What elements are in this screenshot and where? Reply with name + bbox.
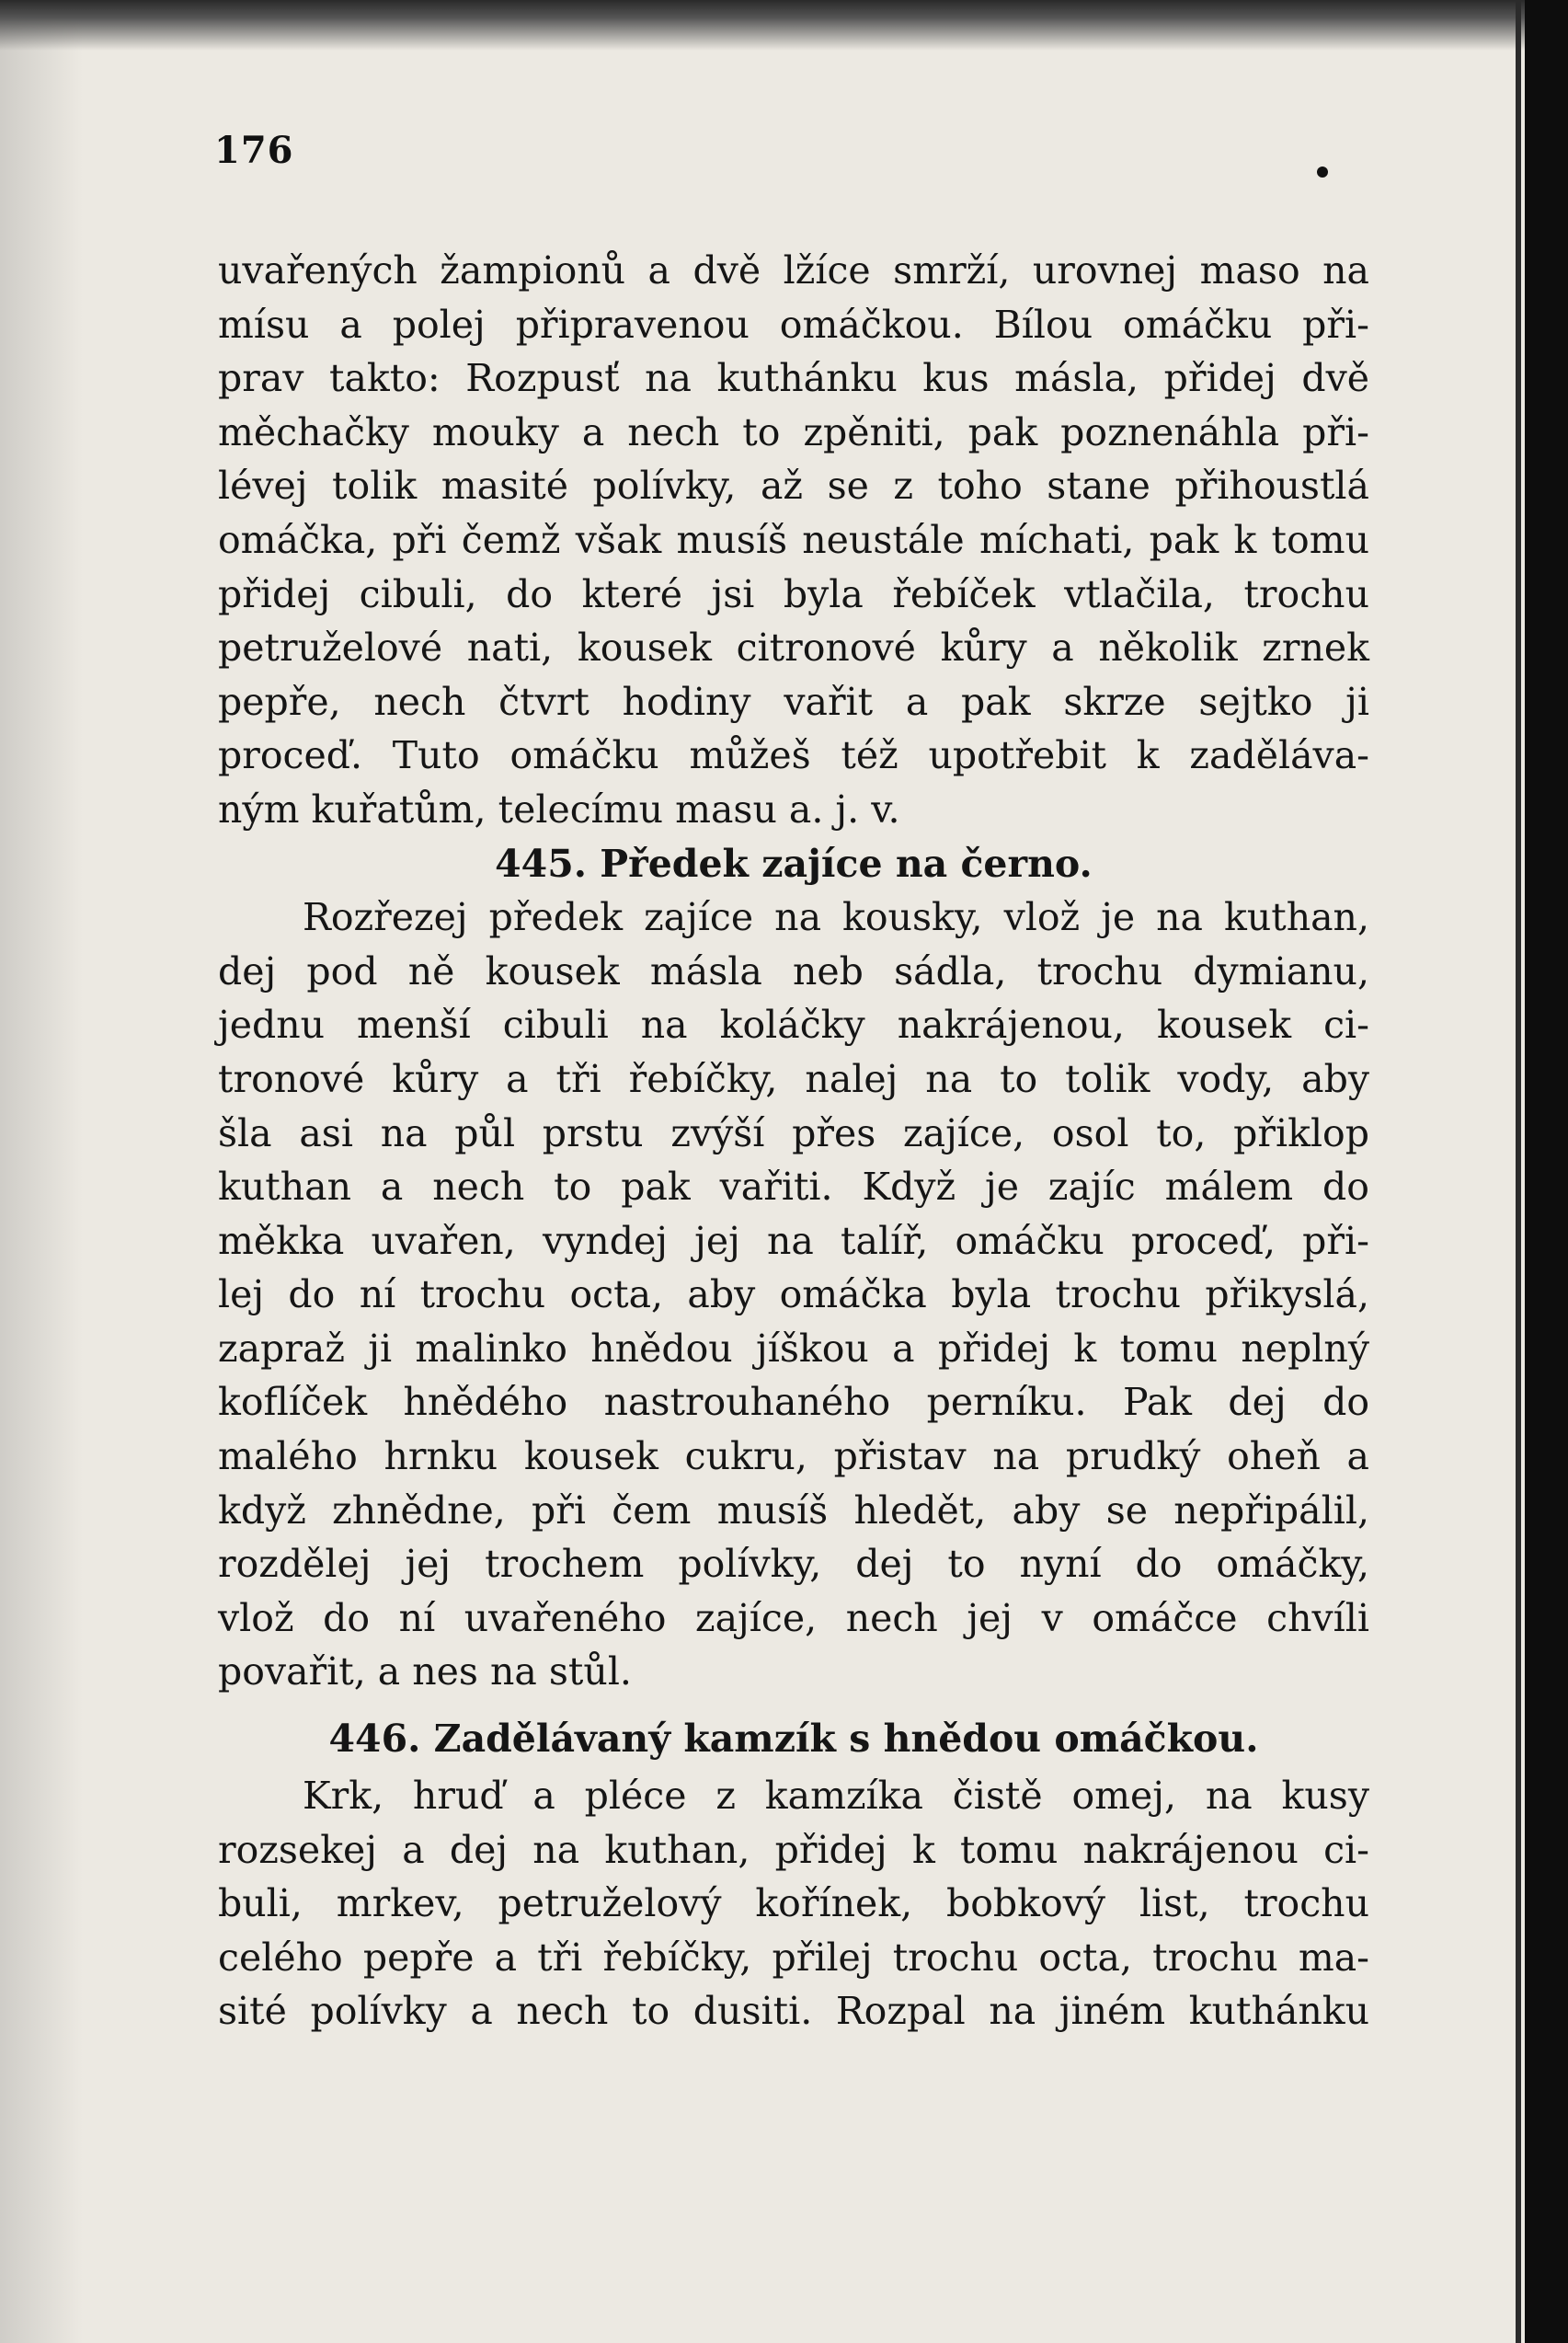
text-line: kuthan a nech to pak vařiti. Když je zajíc málem do: [218, 1165, 1369, 1210]
text-line: tronové kůry a tři řebíčky, nalej na to tolik vody, aby: [218, 1056, 1369, 1101]
text-line: koflíček hnědého nastrouhaného perníku. Pak dej do: [218, 1380, 1369, 1425]
text-line: lej do ní trochu octa, aby omáčka byla trochu přikyslá,: [218, 1272, 1369, 1317]
scan-top-shadow: [0, 0, 1568, 51]
text-line: zapraž ji malinko hnědou jíškou a přidej k tomu neplný: [218, 1326, 1369, 1371]
text-line: buli, mrkev, petruželový kořínek, bobkový list, trochu: [218, 1881, 1369, 1926]
text-line: měchačky mouky a nech to zpěniti, pak poznenáhla při-: [218, 409, 1369, 454]
page-number: 176: [214, 129, 294, 172]
scan-right-border: [1525, 0, 1568, 2343]
text-line: uvařených žampionů a dvě lžíce smrží, urovnej maso na: [218, 248, 1369, 293]
text-line: rozdělej jej trochem polívky, dej to nyní do omáčky,: [218, 1542, 1369, 1587]
text-line: vlož do ní uvařeného zajíce, nech jej v omáčce chvíli: [218, 1595, 1369, 1640]
scan-left-shading: [0, 0, 83, 2343]
text-line: petruželové nati, kousek citronové kůry a několik zrnek: [218, 626, 1369, 671]
page-body: [218, 244, 1369, 2039]
text-line: jednu menší cibuli na koláčky nakrájenou, kousek ci-: [218, 1003, 1369, 1048]
text-line: Rozřezej předek zajíce na kousky, vlož je na kuthan,: [303, 895, 1369, 940]
ink-speck: [1317, 167, 1328, 178]
text-line: Krk, hruď a pléce z kamzíka čistě omej, na kusy: [303, 1774, 1369, 1819]
scan-right-edge: [1516, 0, 1521, 2343]
text-line: prav takto: Rozpusť na kuthánku kus másla, přidej dvě: [218, 356, 1369, 401]
text-line: šla asi na půl prstu zvýší přes zajíce, osol to, přiklop: [218, 1110, 1369, 1155]
text-line: povařit, a nes na stůl.: [218, 1649, 632, 1694]
text-line: celého pepře a tři řebíčky, přilej trochu octa, trochu ma-: [218, 1935, 1369, 1980]
text-line: dej pod ně kousek másla neb sádla, trochu dymianu,: [218, 948, 1369, 993]
recipe-heading-446: 446. Zadělávaný kamzík s hnědou omáčkou.: [328, 1717, 1259, 1762]
text-line: sité polívky a nech to dusiti. Rozpal na jiném kuthánku: [218, 1989, 1369, 2034]
text-line: proceď. Tuto omáčku můžeš též upotřebit k zadělávа-: [218, 733, 1369, 778]
text-line: mísu a polej připravenou omáčkou. Bílou omáčku při-: [218, 302, 1369, 347]
text-line: přidej cibuli, do které jsi byla řebíček vtlačila, trochu: [218, 571, 1369, 616]
text-line: lévej tolik masité polívky, až se z toho stane přihoustlá: [218, 464, 1369, 509]
text-line: rozsekej a dej na kuthan, přidej k tomu nakrájenou ci-: [218, 1827, 1369, 1872]
text-line: ným kuřatům, telecímu masu a. j. v.: [218, 787, 900, 832]
text-line: když zhnědne, při čem musíš hledět, aby se nepřipálil,: [218, 1487, 1369, 1533]
text-line: omáčka, při čemž však musíš neustále míchati, pak k tomu: [218, 517, 1369, 562]
recipe-heading-445: 445. Předek zajíce na černo.: [495, 841, 1093, 886]
text-line: pepře, nech čtvrt hodiny vařit a pak skrze sejtko ji: [218, 679, 1369, 724]
text-line: měkka uvařen, vyndej jej na talíř, omáčku proceď, při-: [218, 1218, 1369, 1263]
text-line: malého hrnku kousek cukru, přistav na prudký oheň a: [218, 1434, 1369, 1479]
